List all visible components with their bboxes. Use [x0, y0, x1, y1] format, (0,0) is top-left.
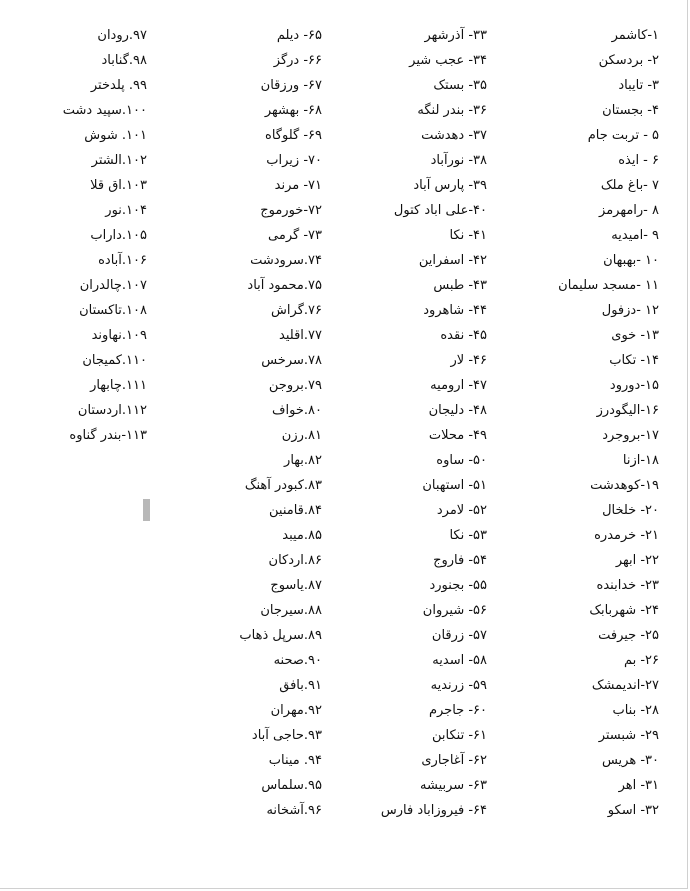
list-item: ۱۰۳.اق قلا — [90, 178, 147, 193]
list-item: ۶۹- گلوگاه — [265, 128, 322, 143]
text-cursor-marker — [143, 499, 150, 521]
list-item: ۴۴- شاهرود — [423, 303, 487, 318]
list-item: ۷۳- گرمی — [268, 228, 322, 243]
list-item: ۷ -باغ ملک — [600, 178, 659, 193]
list-item: ۸۳.کبودر آهنگ — [244, 478, 322, 493]
list-item: ۶۷- ورزقان — [260, 78, 322, 93]
list-item: ۸۲.بهار — [284, 453, 322, 468]
list-item: ۹۶.آشخانه — [266, 803, 322, 818]
list-item: ۷۷.اقلید — [279, 328, 322, 343]
list-item: ۳۲- اسکو — [607, 803, 659, 818]
list-item: ۲۷-اندیمشک — [591, 678, 659, 693]
list-item: ۷۵.محمود آباد — [247, 278, 322, 293]
list-item: ۱۳- خوی — [611, 328, 659, 343]
list-item: ۴۹- محلات — [428, 428, 487, 443]
list-item: ۶۳- سربیشه — [420, 778, 487, 793]
list-item: ۷۰- زیراب — [266, 153, 322, 168]
list-item: ۹ -امیدیه — [611, 228, 659, 243]
list-item: ۳۶- بندر لنگه — [417, 103, 487, 118]
city-list-column-2 — [381, 23, 487, 823]
list-item: ۱۱۳-بندر گناوه — [69, 428, 147, 443]
list-item: ۶۱- تنکابن — [432, 728, 487, 743]
list-item: ۱۰۲.الشتر — [91, 153, 147, 168]
list-item: ۱۵-دورود — [609, 378, 659, 393]
list-item: ۵۱- استهبان — [422, 478, 487, 493]
list-item: ۱۶-الیگودرز — [596, 403, 659, 418]
list-item: ۷۹.بروجن — [268, 378, 322, 393]
list-item: ۹۱.بافق — [279, 678, 322, 693]
list-item: ۲۶- بم — [623, 653, 659, 668]
list-item: ۳۹- پارس آباد — [413, 178, 487, 193]
list-item: ۶۰- جاجرم — [428, 703, 487, 718]
list-item: ۳۱- اهر — [618, 778, 659, 793]
list-item: ۵۴- فاروج — [433, 553, 487, 568]
list-item: ۱۰۵.داراب — [90, 228, 147, 243]
list-item: ۷۱- مرند — [274, 178, 322, 193]
list-item: ۸ -رامهرمز — [599, 203, 659, 218]
city-list-column-4 — [63, 23, 147, 448]
list-item: ۴۶- لار — [450, 353, 487, 368]
list-item: ۳۷- دهدشت — [421, 128, 487, 143]
list-item: ۳۸- نورآباد — [430, 153, 487, 168]
list-item: ۵ - تربت جام — [587, 128, 659, 143]
list-item: ۵۷- زرقان — [431, 628, 487, 643]
list-item: ۶ - ایذه — [618, 153, 659, 168]
list-item: ۴۳- طبس — [433, 278, 487, 293]
list-item: ۸۰.خواف — [272, 403, 322, 418]
list-item: ۲۸- بناب — [612, 703, 659, 718]
list-item: ۹۹. پلدختر — [90, 78, 147, 93]
list-item: ۱۰۸.تاکستان — [79, 303, 147, 318]
list-item: ۱۰۹.نهاوند — [91, 328, 147, 343]
list-item: ۵۵- بجنورد — [429, 578, 487, 593]
list-item: ۲۱- خرمدره — [594, 528, 659, 543]
list-item: ۱۰۰.سپید دشت — [62, 103, 147, 118]
list-item: ۱۱۲.اردستان — [77, 403, 147, 418]
list-item: ۱۰۱. شوش — [84, 128, 147, 143]
list-item: ۷۲-خورموج — [260, 203, 322, 218]
list-item: ۹۰.صحنه — [273, 653, 322, 668]
list-item: ۱۰۷.چالدران — [79, 278, 147, 293]
list-item: ۴۲- اسفراین — [418, 253, 487, 268]
list-item: ۳۰- هریس — [601, 753, 659, 768]
list-item: ۶۸- بهشهر — [264, 103, 322, 118]
list-item: ۸۱.رزن — [281, 428, 322, 443]
list-item: ۲۲- ابهر — [615, 553, 659, 568]
list-item: ۶۵- دیلم — [276, 28, 322, 43]
list-item: ۳۳- آذرشهر — [424, 28, 487, 43]
list-item: ۵۶- شیروان — [422, 603, 487, 618]
list-item: ۵۸- اسدیه — [432, 653, 487, 668]
list-item: ۸۷.یاسوج — [270, 578, 322, 593]
list-item: ۴۱- نکا — [449, 228, 487, 243]
list-item: ۷۶.گراش — [271, 303, 322, 318]
list-item: ۱-کاشمر — [611, 28, 659, 43]
list-item: ۴۷- ارومیه — [430, 378, 487, 393]
list-item: ۴۵- نقده — [440, 328, 487, 343]
list-item: ۹۳.حاجی آباد — [251, 728, 322, 743]
list-item: ۲۰- خلخال — [602, 503, 659, 518]
list-item: ۱۴- تکاب — [609, 353, 659, 368]
list-item: ۱۸-ازنا — [622, 453, 659, 468]
city-list-column-1 — [558, 23, 659, 823]
list-item: ۴۸- دلیجان — [428, 403, 487, 418]
list-item: ۷۸.سرخس — [261, 353, 322, 368]
list-item: ۱۱۰.کمیجان — [82, 353, 147, 368]
list-item: ۳۴- عجب شیر — [409, 53, 487, 68]
list-item: ۶۴- فیروزاباد فارس — [380, 803, 487, 818]
list-item: ۹۴. میناب — [268, 753, 322, 768]
list-item: ۸۵.میبد — [282, 528, 322, 543]
list-item: ۶۶- درگز — [273, 53, 322, 68]
list-item: ۴- بجستان — [602, 103, 659, 118]
list-item: ۹۲.مهران — [270, 703, 322, 718]
list-item: ۹۵.سلماس — [261, 778, 322, 793]
list-item: ۴۰-علی اباد کتول — [393, 203, 487, 218]
list-item: ۲۹- شبستر — [598, 728, 659, 743]
list-item: ۸۴.قامنین — [269, 503, 322, 518]
list-item: ۶۲- آغاجاری — [421, 753, 487, 768]
list-item: ۵۰- ساوه — [436, 453, 487, 468]
list-item: ۵۳- نکا — [449, 528, 487, 543]
list-item: ۵۹- زرندیه — [430, 678, 487, 693]
list-item: ۱۱ -مسجد سلیمان — [558, 278, 659, 293]
city-list-column-3 — [239, 23, 322, 823]
list-item: ۱۱۱.چابهار — [90, 378, 147, 393]
list-item: ۲- بردسکن — [598, 53, 659, 68]
list-item: ۸۹.سرپل ذهاب — [239, 628, 322, 643]
list-item: ۹۸.گناباد — [101, 53, 147, 68]
list-item: ۱۷-بروجرد — [602, 428, 659, 443]
list-item: ۸۸.سیرجان — [260, 603, 322, 618]
list-item: ۲۳- خدابنده — [596, 578, 659, 593]
list-item: ۹۷.رودان — [97, 28, 147, 43]
list-item: ۸۶.اردکان — [268, 553, 322, 568]
list-item: ۲۴- شهربابک — [589, 603, 659, 618]
list-item: ۳- تایباد — [618, 78, 659, 93]
list-item: ۳۵- بستک — [433, 78, 487, 93]
list-item: ۱۰ -بهبهان — [603, 253, 659, 268]
list-item: ۷۴.سرودشت — [250, 253, 322, 268]
list-item: ۱۰۶.آباده — [98, 253, 147, 268]
list-item: ۱۰۴.نور — [105, 203, 147, 218]
list-item: ۱۹-کوهدشت — [590, 478, 659, 493]
list-item: ۱۲ -دزفول — [601, 303, 659, 318]
list-item: ۵۲- لامرد — [436, 503, 487, 518]
list-item: ۲۵- جیرفت — [598, 628, 659, 643]
